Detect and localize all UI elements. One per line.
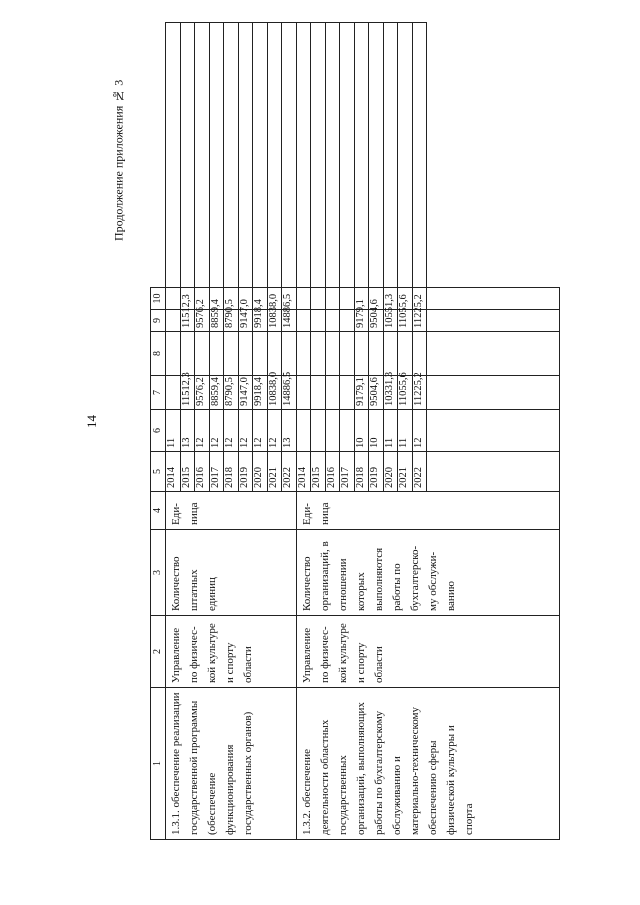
program-table — [150, 22, 560, 840]
cell — [209, 23, 224, 288]
cell: 9576,2 — [195, 310, 210, 332]
cell: 10 — [354, 410, 369, 452]
cell — [369, 23, 384, 288]
cell — [296, 310, 311, 332]
cell — [325, 288, 340, 310]
cell — [296, 410, 311, 452]
column-number: 10 — [151, 288, 166, 310]
column-number: 6 — [151, 410, 166, 452]
cell — [166, 310, 181, 332]
cell — [296, 288, 311, 310]
year-cell: 2019 — [238, 452, 253, 492]
cell: 12 — [253, 410, 268, 452]
cell — [296, 376, 311, 410]
cell: 11055,6 — [398, 376, 413, 410]
year-cell: 2016 — [325, 452, 340, 492]
cell — [325, 310, 340, 332]
cell: 14886,5 — [282, 376, 297, 410]
column-number-row — [151, 23, 166, 840]
year-cell: 2020 — [383, 452, 398, 492]
cell: 9504,6 — [369, 310, 384, 332]
rotated-table-container — [150, 22, 560, 840]
year-cell: 2021 — [267, 452, 282, 492]
cell — [398, 332, 413, 376]
cell — [325, 332, 340, 376]
cell: 8859,4 — [209, 310, 224, 332]
column-number: 4 — [151, 492, 166, 530]
cell: 14886,5 — [282, 310, 297, 332]
unit-cell: Еди-ница — [296, 492, 559, 530]
cell — [340, 288, 355, 310]
year-cell: 2021 — [398, 452, 413, 492]
indicator-cell: Количество организаций, в отношении которых выполняются работы по бухгалтерско-му обслужи-ванию — [296, 530, 559, 616]
cell: 10838,0 — [267, 310, 282, 332]
cell: 11512,3 — [180, 310, 195, 332]
cell: 10551,3 — [383, 310, 398, 332]
cell — [238, 23, 253, 288]
year-cell: 2016 — [195, 452, 210, 492]
cell — [340, 410, 355, 452]
cell — [412, 23, 427, 288]
unit-cell: Еди-ница — [166, 492, 297, 530]
cell — [369, 332, 384, 376]
column-number: 1 — [151, 688, 166, 840]
cell — [253, 332, 268, 376]
column-number: 8 — [151, 332, 166, 376]
cell — [325, 23, 340, 288]
page-number: 14 — [84, 415, 99, 429]
column-number: 9 — [151, 310, 166, 332]
cell: 9918,4 — [253, 376, 268, 410]
cell: 8790,5 — [224, 376, 239, 410]
cell — [340, 310, 355, 332]
cell: 12 — [209, 410, 224, 452]
cell — [340, 23, 355, 288]
executor-cell: Управление по физичес-кой культуре и спорту области — [296, 616, 559, 688]
cell: 10 — [369, 410, 384, 452]
column-number: 3 — [151, 530, 166, 616]
cell — [238, 332, 253, 376]
cell: 11225,2 — [412, 310, 427, 332]
cell: 11 — [383, 410, 398, 452]
cell — [311, 23, 326, 288]
cell — [166, 332, 181, 376]
cell — [311, 376, 326, 410]
blank-cell — [427, 332, 560, 376]
cell — [209, 332, 224, 376]
cell: 11512,3 — [180, 376, 195, 410]
cell — [412, 332, 427, 376]
cell: 11 — [166, 410, 181, 452]
cell — [325, 376, 340, 410]
measure-cell: 1.3.1. обеспечение реализации государственной программы (обеспечение функционирования государственных органов) — [166, 688, 297, 840]
cell — [224, 23, 239, 288]
year-cell: 2018 — [354, 452, 369, 492]
cell — [311, 310, 326, 332]
blank-cell — [427, 410, 560, 452]
cell — [296, 23, 311, 288]
year-cell: 2019 — [369, 452, 384, 492]
measure-cell: 1.3.2. обеспечение деятельности областных государственных организаций, выполняющих работы по бухгалтерскому обслуживанию и материально-техническому обеспечению сферы физической культуры и спорта — [296, 688, 559, 840]
cell: 9179,1 — [354, 376, 369, 410]
cell — [340, 332, 355, 376]
indicator-cell: Количество штатных единиц — [166, 530, 297, 616]
year-cell: 2015 — [180, 452, 195, 492]
column-number: 5 — [151, 452, 166, 492]
blank-cell — [427, 310, 560, 332]
cell: 8859,4 — [209, 376, 224, 410]
cell: 9576,2 — [195, 376, 210, 410]
year-cell: 2015 — [311, 452, 326, 492]
cell — [267, 332, 282, 376]
column-number: 2 — [151, 616, 166, 688]
cell: 9504,6 — [369, 376, 384, 410]
section-2-rows — [296, 23, 559, 840]
cell — [383, 332, 398, 376]
cell — [166, 376, 181, 410]
cell: 11 — [398, 410, 413, 452]
year-cell: 2020 — [253, 452, 268, 492]
table-row — [296, 23, 311, 840]
cell — [180, 23, 195, 288]
cell: 11225,2 — [412, 376, 427, 410]
cell: 9147,0 — [238, 310, 253, 332]
cell — [224, 332, 239, 376]
cell: 12 — [267, 410, 282, 452]
column-number: 7 — [151, 376, 166, 410]
cell: 10838,0 — [267, 376, 282, 410]
cell — [166, 288, 181, 310]
blank-cell — [427, 376, 560, 410]
cell — [354, 23, 369, 288]
cell: 12 — [238, 410, 253, 452]
annex-title: Продолжение приложения № 3 — [111, 79, 126, 241]
cell — [180, 332, 195, 376]
cell — [195, 332, 210, 376]
cell — [195, 23, 210, 288]
year-cell: 2014 — [166, 452, 181, 492]
cell — [282, 332, 297, 376]
cell: 9147,0 — [238, 376, 253, 410]
cell: 9918,4 — [253, 310, 268, 332]
cell — [311, 332, 326, 376]
cell: 13 — [180, 410, 195, 452]
cell: 12 — [224, 410, 239, 452]
cell — [354, 332, 369, 376]
blank-cell — [427, 288, 560, 310]
year-cell: 2018 — [224, 452, 239, 492]
blank-cell — [427, 452, 560, 492]
cell — [282, 23, 297, 288]
cell — [311, 410, 326, 452]
cell: 9179,1 — [354, 310, 369, 332]
cell — [398, 23, 413, 288]
cell: 12 — [195, 410, 210, 452]
year-cell: 2014 — [296, 452, 311, 492]
table-row — [166, 23, 181, 840]
cell — [296, 332, 311, 376]
cell: 12 — [412, 410, 427, 452]
cell — [311, 288, 326, 310]
cell: 8790,5 — [224, 310, 239, 332]
cell — [267, 23, 282, 288]
year-cell: 2017 — [340, 452, 355, 492]
cell — [340, 376, 355, 410]
year-cell: 2017 — [209, 452, 224, 492]
cell — [166, 23, 181, 288]
year-cell: 2022 — [412, 452, 427, 492]
cell: 10331,3 — [383, 376, 398, 410]
cell — [325, 410, 340, 452]
cell — [253, 23, 268, 288]
cell: 11055,6 — [398, 310, 413, 332]
cell: 13 — [282, 410, 297, 452]
executor-cell: Управление по физичес-кой культуре и спорту области — [166, 616, 297, 688]
cell — [383, 23, 398, 288]
year-cell: 2022 — [282, 452, 297, 492]
